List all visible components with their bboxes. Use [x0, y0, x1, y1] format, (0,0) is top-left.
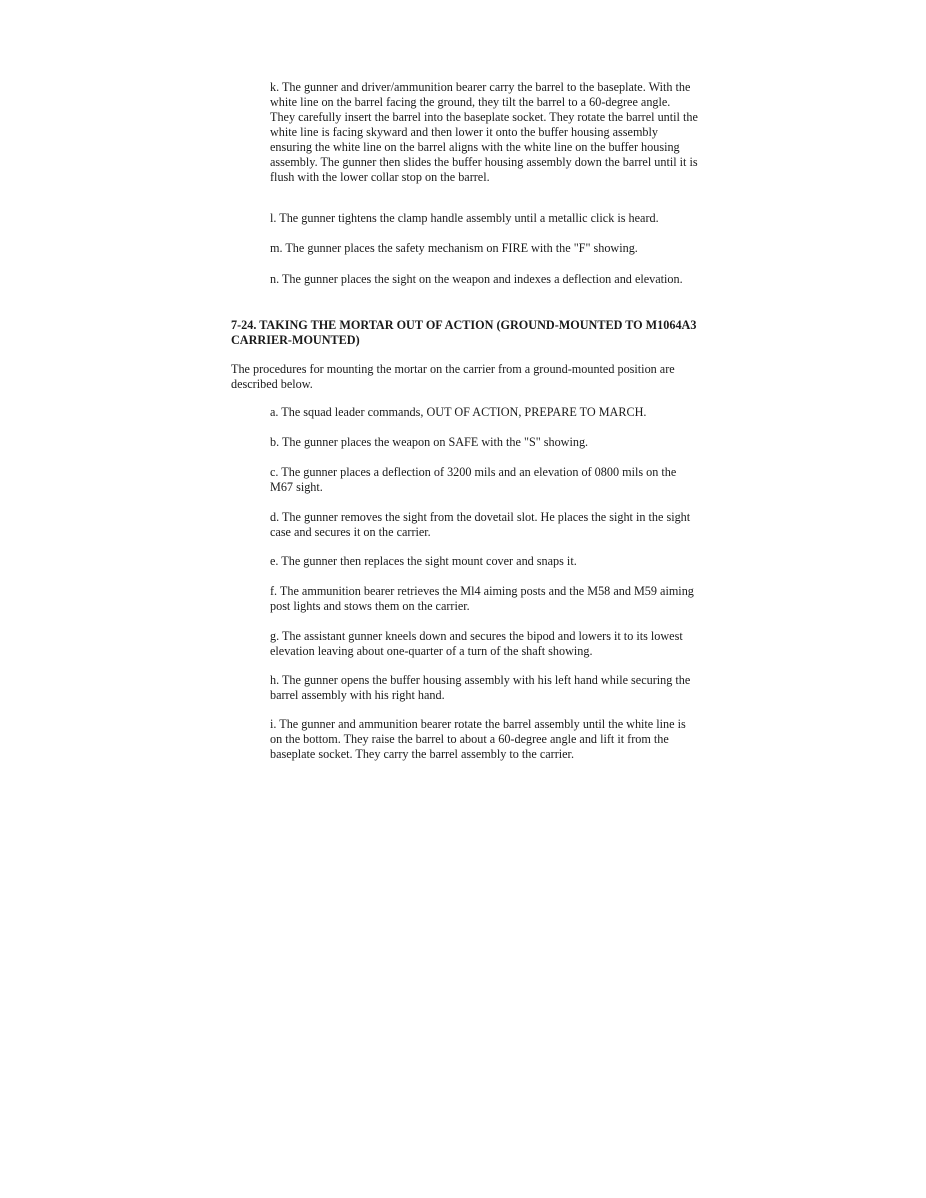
step-k: k. The gunner and driver/ammunition bearer carry the barrel to the baseplate. With the white line on the barrel facing the ground, they tilt the barrel to a 60-degree angle. They carefully insert the barrel into the baseplate socket. They rotate the barrel until the white line is facing skyward and then lower it onto the buffer housing assembly ensuring the white line on the barrel aligns with the white line on the buffer housing assembly. The gunner then slides the buffer housing assembly down the barrel until it is flush with the lower collar stop on the barrel. — [270, 80, 698, 184]
step-f: f. The ammunition bearer retrieves the Ml4 aiming posts and the M58 and M59 aiming post lights and stows them on the carrier. — [270, 584, 694, 613]
section-heading: 7-24. TAKING THE MORTAR OUT OF ACTION (GROUND-MOUNTED TO M1064A3 CARRIER-MOUNTED) — [231, 318, 697, 347]
step-n: n. The gunner places the sight on the weapon and indexes a deflection and elevation. — [270, 272, 683, 286]
step-b: b. The gunner places the weapon on SAFE with the "S" showing. — [270, 435, 589, 449]
step-m: m. The gunner places the safety mechanism on FIRE with the "F" showing. — [270, 241, 638, 255]
step-l: l. The gunner tightens the clamp handle assembly until a metallic click is heard. — [270, 211, 659, 225]
step-c: c. The gunner places a deflection of 3200 mils and an elevation of 0800 mils on the M67 sight. — [270, 465, 677, 494]
step-h: h. The gunner opens the buffer housing assembly with his left hand while securing the barrel assembly with his right hand. — [270, 673, 691, 702]
step-g: g. The assistant gunner kneels down and secures the bipod and lowers it to its lowest elevation leaving about one-quarter of a turn of the shaft showing. — [270, 629, 683, 658]
step-d: d. The gunner removes the sight from the dovetail slot. He places the sight in the sight case and secures it on the carrier. — [270, 510, 691, 539]
step-e: e. The gunner then replaces the sight mount cover and snaps it. — [270, 554, 577, 568]
step-a: a. The squad leader commands, OUT OF ACTION, PREPARE TO MARCH. — [270, 405, 647, 419]
step-i: i. The gunner and ammunition bearer rotate the barrel assembly until the white line is on the bottom. They raise the barrel to about a 60-degree angle and lift it from the baseplate socket. They carry the barrel assembly to the carrier. — [270, 717, 686, 761]
section-intro: The procedures for mounting the mortar on the carrier from a ground-mounted position are described below. — [231, 362, 675, 391]
